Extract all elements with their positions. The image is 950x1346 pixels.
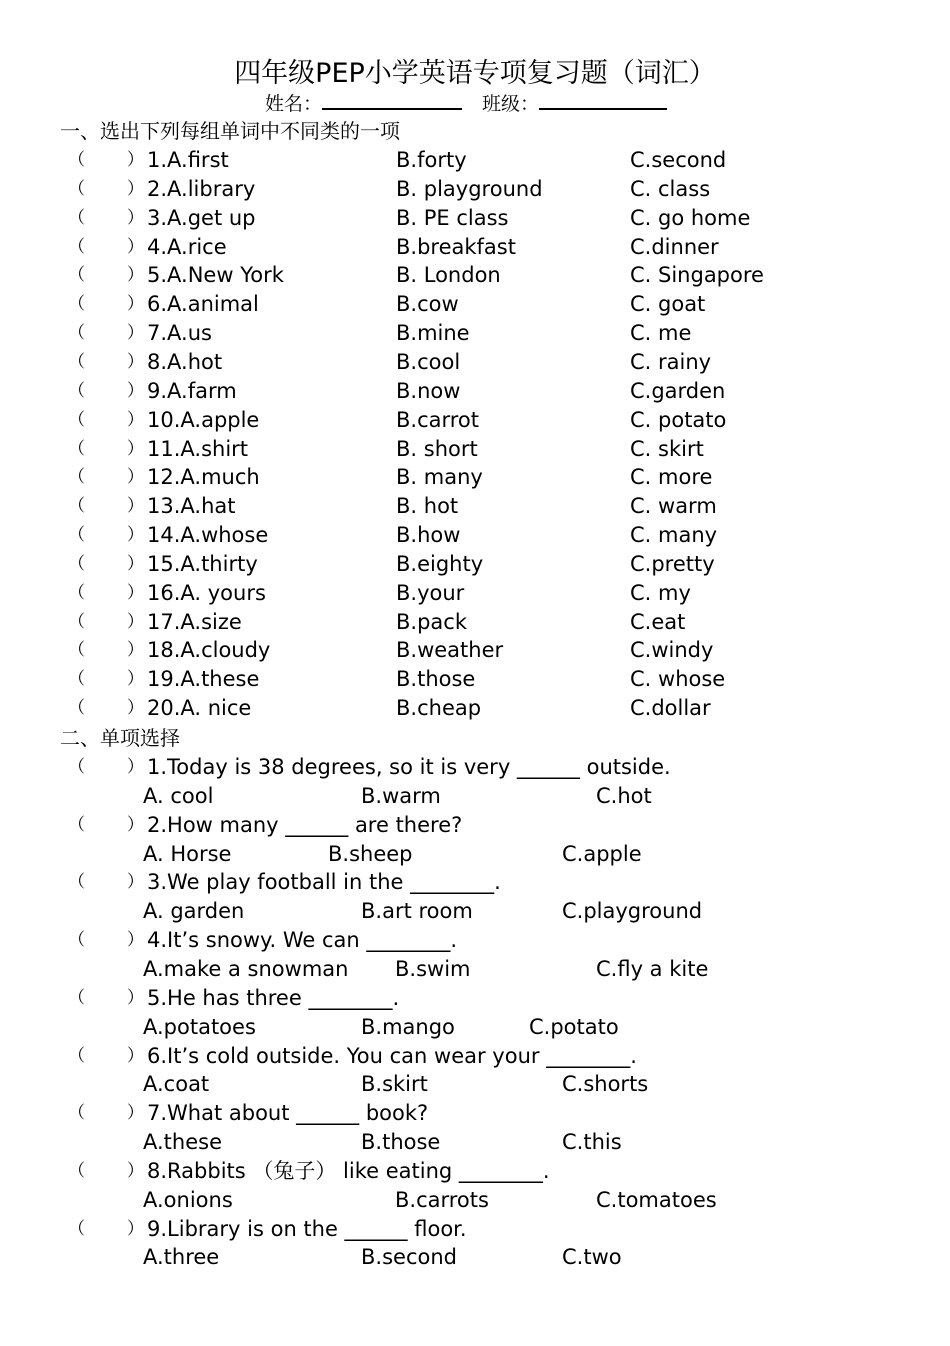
question-text: 3.We play football in the ________.: [147, 870, 501, 895]
question-row: [0, 175, 950, 204]
question-row: [0, 636, 950, 665]
answer-paren-open[interactable]: （: [68, 323, 85, 344]
option-a: 14.A.whose: [147, 523, 269, 548]
question-row: [0, 550, 950, 579]
question-text: 7.What about ______ book?: [147, 1101, 429, 1126]
mc-question-row: [0, 1099, 950, 1128]
option-c: C.hot: [596, 783, 652, 808]
answer-paren-close: ）: [127, 236, 144, 257]
option-b: B.your: [396, 580, 465, 605]
question-text: 8.Rabbits （兔子） like eating ________.: [147, 1158, 550, 1183]
option-a: 3.A.get up: [147, 205, 256, 230]
answer-paren-open[interactable]: （: [68, 438, 85, 459]
answer-paren-open[interactable]: （: [68, 409, 85, 430]
question-row: [0, 377, 950, 406]
option-a: A.onions: [143, 1187, 233, 1212]
mc-options-row: [0, 782, 950, 811]
answer-paren-close: ）: [127, 814, 144, 835]
answer-paren-open[interactable]: （: [68, 150, 85, 170]
option-b: B.warm: [361, 783, 441, 808]
option-c: C. many: [630, 523, 718, 548]
option-a: A.make a snowman: [143, 956, 349, 981]
answer-paren-close: ）: [127, 525, 144, 546]
answer-paren-open[interactable]: （: [68, 987, 85, 1008]
option-a: 17.A.size: [147, 609, 242, 634]
option-b: B.mine: [396, 321, 470, 346]
answer-paren-close: ）: [127, 930, 144, 951]
option-b: B.those: [361, 1130, 441, 1155]
question-text: 5.He has three ________.: [147, 985, 400, 1010]
question-row: [0, 348, 950, 377]
option-c: C. skirt: [630, 436, 704, 461]
answer-paren-open[interactable]: （: [68, 582, 85, 603]
answer-paren-close: ）: [127, 380, 144, 401]
option-b: B.eighty: [396, 551, 484, 576]
option-a: A.potatoes: [143, 1014, 256, 1039]
answer-paren-close: ）: [127, 178, 144, 199]
question-row: [0, 319, 950, 348]
option-c: C.tomatoes: [596, 1187, 717, 1212]
class-blank[interactable]: [539, 90, 667, 110]
option-a: 20.A. nice: [147, 696, 252, 721]
option-b: B.cow: [396, 292, 459, 317]
answer-paren-open[interactable]: （: [68, 669, 85, 690]
option-c: C.fly a kite: [596, 956, 709, 981]
answer-paren-close: ）: [127, 294, 144, 315]
answer-paren-close: ）: [127, 265, 144, 286]
option-b: B.swim: [395, 956, 471, 981]
option-a: 18.A.cloudy: [147, 638, 271, 663]
question-row: [0, 146, 950, 175]
answer-paren-close: ）: [127, 409, 144, 430]
answer-paren-open[interactable]: （: [68, 814, 85, 835]
option-c: C.dinner: [630, 234, 719, 259]
option-a: 19.A.these: [147, 667, 260, 692]
mc-question-row: [0, 926, 950, 955]
option-c: C. goat: [630, 292, 706, 317]
question-text: 4.It’s snowy. We can ________.: [147, 928, 458, 953]
option-c: C.pretty: [630, 551, 715, 576]
option-a: 15.A.thirty: [147, 551, 258, 576]
option-b: B.cheap: [396, 696, 482, 721]
option-b: B.art room: [361, 899, 473, 924]
answer-paren-open[interactable]: （: [68, 1218, 85, 1239]
question-text: 1.Today is 38 degrees, so it is very ______ outside.: [147, 755, 671, 779]
answer-paren-close: ）: [127, 757, 144, 777]
mc-question-row: [0, 811, 950, 840]
option-b: B.pack: [396, 609, 467, 634]
answer-paren-close: ）: [127, 553, 144, 574]
option-a: 5.A.New York: [147, 263, 284, 288]
mc-options-row: [0, 955, 950, 984]
mc-options-row: [0, 1128, 950, 1157]
answer-paren-open[interactable]: （: [68, 207, 85, 228]
option-c: C. rainy: [630, 349, 712, 374]
option-a: A. Horse: [143, 841, 232, 866]
mc-question-row: [0, 1042, 950, 1071]
option-a: A.three: [143, 1245, 220, 1270]
question-row: [0, 261, 950, 290]
mc-question-row: [0, 753, 950, 782]
option-c: C. me: [630, 321, 692, 346]
answer-paren-close: ）: [127, 987, 144, 1008]
mc-options-row: [0, 840, 950, 869]
question-row: [0, 521, 950, 550]
question-text: 6.It’s cold outside. You can wear your ________.: [147, 1043, 637, 1068]
option-a: 2.A.library: [147, 176, 256, 201]
answer-paren-open[interactable]: （: [68, 553, 85, 574]
answer-paren-close: ）: [127, 438, 144, 459]
option-c: C. whose: [630, 667, 726, 692]
answer-paren-close: ）: [127, 669, 144, 690]
option-b: B.cool: [396, 349, 461, 374]
answer-paren-close: ）: [127, 351, 144, 372]
option-c: C.this: [562, 1130, 622, 1155]
option-c: C. go home: [630, 205, 751, 230]
answer-paren-open[interactable]: （: [68, 178, 85, 199]
option-a: 16.A. yours: [147, 580, 266, 605]
option-b: B.sheep: [328, 841, 413, 866]
section1-heading: 一、选出下列每组单词中不同类的一项: [60, 119, 400, 143]
question-row: [0, 579, 950, 608]
option-b: B.forty: [396, 148, 467, 172]
mc-question-row: [0, 868, 950, 897]
answer-paren-open[interactable]: （: [68, 525, 85, 546]
option-b: B.breakfast: [396, 234, 516, 259]
mc-question-row: [0, 1215, 950, 1244]
option-b: B.carrot: [396, 407, 480, 432]
option-a: A.coat: [143, 1072, 210, 1097]
answer-paren-open[interactable]: （: [68, 351, 85, 372]
question-row: [0, 290, 950, 319]
question-row: [0, 608, 950, 637]
option-c: C. potato: [630, 407, 727, 432]
question-row: [0, 665, 950, 694]
answer-paren-close: ）: [127, 698, 144, 719]
option-b: B.now: [396, 378, 461, 403]
answer-paren-open[interactable]: （: [68, 1160, 85, 1181]
answer-paren-open[interactable]: （: [68, 467, 85, 488]
option-b: B. hot: [396, 494, 459, 519]
option-a: A.these: [143, 1130, 222, 1155]
option-a: 13.A.hat: [147, 494, 236, 519]
option-c: C.apple: [562, 841, 642, 866]
answer-paren-close: ）: [127, 582, 144, 603]
question-row: [0, 204, 950, 233]
option-c: C.two: [562, 1245, 622, 1270]
answer-paren-close: ）: [127, 640, 144, 661]
option-b: B. many: [396, 465, 483, 490]
answer-paren-close: ）: [127, 467, 144, 488]
answer-paren-open[interactable]: （: [68, 1045, 85, 1066]
answer-paren-close: ）: [127, 1045, 144, 1066]
option-a: 8.A.hot: [147, 349, 223, 374]
mc-options-row: [0, 1013, 950, 1042]
answer-paren-open[interactable]: （: [68, 757, 85, 777]
option-c: C.dollar: [630, 696, 711, 721]
option-a: 7.A.us: [147, 321, 212, 346]
mc-question-row: [0, 1157, 950, 1186]
answer-paren-open[interactable]: （: [68, 930, 85, 951]
answer-paren-close: ）: [127, 150, 144, 170]
option-b: B.second: [361, 1245, 457, 1270]
name-blank[interactable]: [322, 90, 462, 110]
option-c: C.shorts: [562, 1072, 649, 1097]
mc-options-row: [0, 1243, 950, 1272]
class-label: 班级：: [482, 93, 540, 115]
name-class-line: [265, 90, 667, 117]
answer-paren-close: ）: [127, 611, 144, 632]
answer-paren-open[interactable]: （: [68, 1103, 85, 1124]
answer-paren-close: ）: [127, 1218, 144, 1239]
mc-question-row: [0, 984, 950, 1013]
option-c: C.second: [630, 148, 727, 172]
option-c: C. my: [630, 580, 691, 605]
mc-options-row: [0, 1186, 950, 1215]
option-a: 1.A.first: [147, 148, 229, 172]
option-b: B.how: [396, 523, 461, 548]
name-label: 姓名：: [265, 93, 323, 115]
option-a: 6.A.animal: [147, 292, 259, 317]
option-a: 12.A.much: [147, 465, 260, 490]
mc-options-row: [0, 897, 950, 926]
option-c: C.potato: [529, 1014, 619, 1039]
option-b: B.carrots: [395, 1187, 489, 1212]
option-b: B.those: [396, 667, 476, 692]
answer-paren-open[interactable]: （: [68, 640, 85, 661]
question-row: [0, 406, 950, 435]
option-a: 10.A.apple: [147, 407, 260, 432]
answer-paren-open[interactable]: （: [68, 611, 85, 632]
question-row: [0, 463, 950, 492]
answer-paren-close: ）: [127, 207, 144, 228]
answer-paren-open[interactable]: （: [68, 698, 85, 719]
option-c: C.eat: [630, 609, 686, 634]
option-c: C.windy: [630, 638, 714, 663]
option-b: B. short: [396, 436, 478, 461]
answer-paren-close: ）: [127, 323, 144, 344]
section2-heading: 二、单项选择: [60, 726, 180, 750]
answer-paren-open[interactable]: （: [68, 496, 85, 517]
option-a: 4.A.rice: [147, 234, 227, 259]
option-b: B. London: [396, 263, 501, 288]
option-b: B. PE class: [396, 205, 509, 230]
answer-paren-open[interactable]: （: [68, 236, 85, 257]
question-row: [0, 435, 950, 464]
answer-paren-open[interactable]: （: [68, 265, 85, 286]
question-text: 2.How many ______ are there?: [147, 812, 463, 837]
option-c: C. more: [630, 465, 713, 490]
option-a: A. cool: [143, 783, 214, 808]
option-c: C. Singapore: [630, 263, 764, 288]
option-b: B.skirt: [361, 1072, 428, 1097]
answer-paren-open[interactable]: （: [68, 294, 85, 315]
option-b: B. playground: [396, 176, 543, 201]
option-a: 9.A.farm: [147, 378, 237, 403]
answer-paren-close: ）: [127, 1160, 144, 1181]
answer-paren-open[interactable]: （: [68, 872, 85, 893]
option-c: C.playground: [562, 899, 703, 924]
option-c: C.garden: [630, 378, 726, 403]
question-text: 9.Library is on the ______ floor.: [147, 1216, 467, 1241]
question-row: [0, 233, 950, 262]
question-row: [0, 492, 950, 521]
mc-options-row: [0, 1070, 950, 1099]
question-row: [0, 694, 950, 723]
option-c: C. class: [630, 176, 711, 201]
option-a: A. garden: [143, 899, 245, 924]
answer-paren-open[interactable]: （: [68, 380, 85, 401]
option-c: C. warm: [630, 494, 717, 519]
answer-paren-close: ）: [127, 872, 144, 893]
option-a: 11.A.shirt: [147, 436, 249, 461]
option-b: B.weather: [396, 638, 504, 663]
page-title: 四年级PEP小学英语专项复习题（词汇）: [234, 58, 716, 89]
answer-paren-close: ）: [127, 1103, 144, 1124]
option-b: B.mango: [361, 1014, 455, 1039]
answer-paren-close: ）: [127, 496, 144, 517]
